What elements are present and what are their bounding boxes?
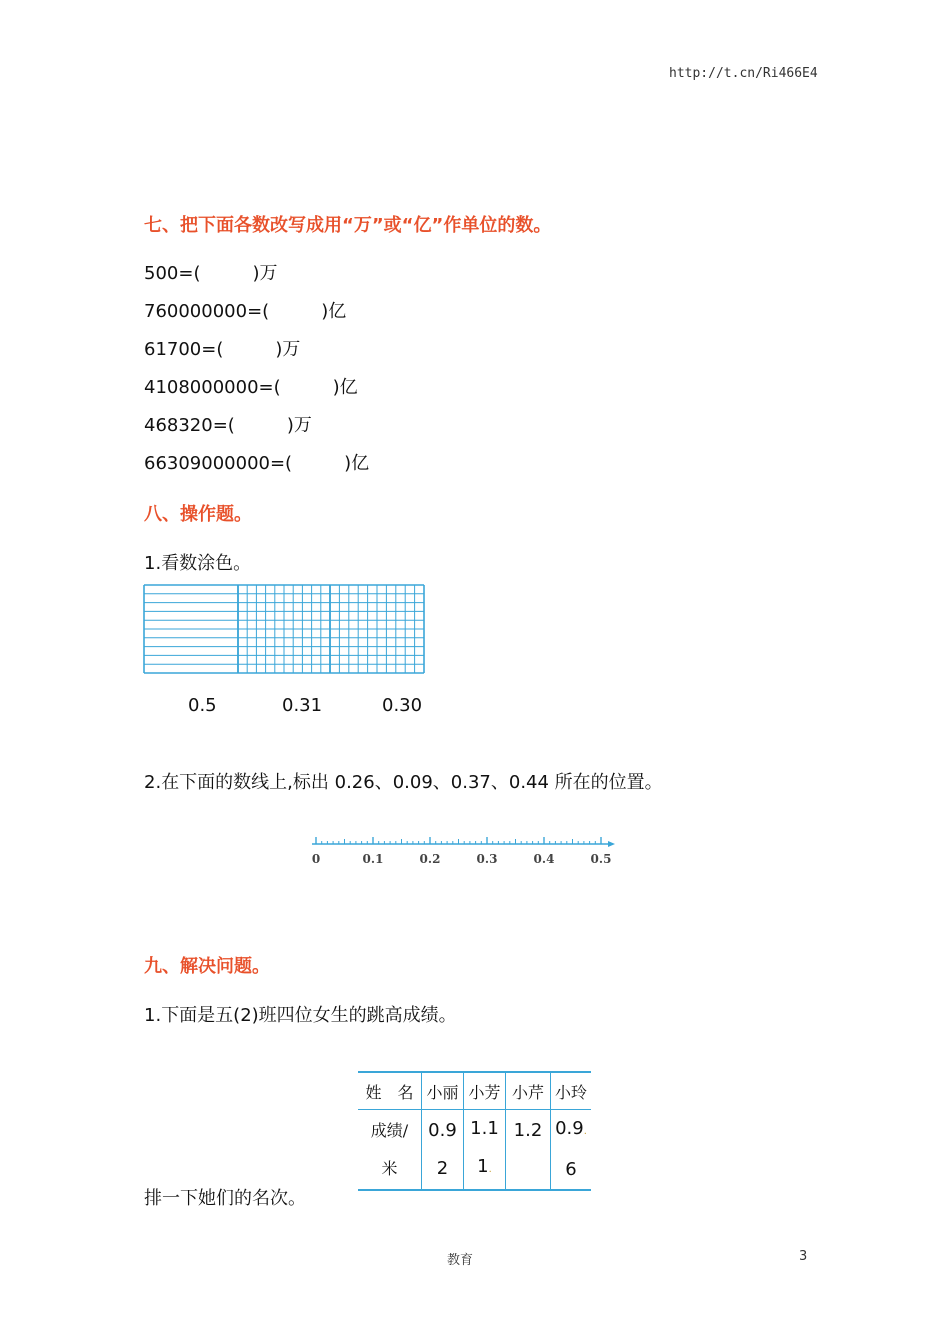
table-row-label: 成绩/ 米 bbox=[358, 1110, 422, 1191]
table-header-row bbox=[358, 1072, 591, 1110]
grid-tenths bbox=[144, 585, 238, 673]
axis-tick-label: 0.4 bbox=[533, 852, 555, 866]
table-header-name: 姓 名 bbox=[358, 1072, 422, 1110]
conversion-item-4: 4108000000=( )亿 bbox=[144, 377, 358, 398]
table-header-student: 小丽 bbox=[422, 1072, 464, 1110]
footer-label: 教育 bbox=[447, 1253, 474, 1268]
high-jump-table bbox=[358, 1071, 591, 1191]
table-cell-score: 1.2 bbox=[506, 1110, 551, 1191]
conversion-item-6: 66309000000=( )亿 bbox=[144, 453, 370, 474]
conversion-item-2: 760000000=( )亿 bbox=[144, 301, 347, 322]
table-row bbox=[358, 1110, 591, 1191]
section-9-title: 九、解决问题。 bbox=[144, 956, 270, 977]
table-cell-score: 0.9. 6 bbox=[551, 1110, 592, 1191]
number-line-labels bbox=[312, 852, 612, 866]
grid-hundredths-1 bbox=[238, 585, 330, 673]
page-number: 3 bbox=[799, 1249, 808, 1264]
axis-tick-label: 0.2 bbox=[419, 852, 441, 866]
conversion-item-1: 500=( )万 bbox=[144, 263, 278, 284]
table-cell-score: 0.9 2 bbox=[422, 1110, 464, 1191]
grid-label-1: 0.5 bbox=[188, 695, 217, 716]
conversion-item-3: 61700=( )万 bbox=[144, 339, 301, 360]
grid-label-3: 0.30 bbox=[382, 695, 423, 716]
axis-arrow-icon bbox=[608, 841, 615, 847]
table-header-student: 小芹 bbox=[506, 1072, 551, 1110]
section-8-title: 八、操作题。 bbox=[144, 504, 252, 525]
table-header-student: 小玲 bbox=[551, 1072, 592, 1110]
q8-1-prompt: 1.看数涂色。 bbox=[144, 553, 252, 574]
grid-hundredths-2 bbox=[330, 585, 424, 673]
number-line[interactable] bbox=[306, 832, 618, 872]
axis-tick-label: 0 bbox=[311, 852, 321, 866]
q9-1-followup: 排一下她们的名次。 bbox=[144, 1188, 306, 1209]
axis-tick-label: 0.5 bbox=[590, 852, 612, 866]
number-line-axis bbox=[312, 837, 615, 847]
table-cell-score: 1.1 1. bbox=[464, 1110, 506, 1191]
q9-1-prompt: 1.下面是五(2)班四位女生的跳高成绩。 bbox=[144, 1005, 457, 1026]
coloring-grids[interactable] bbox=[142, 583, 426, 675]
q8-2-prompt: 2.在下面的数线上,标出 0.26、0.09、0.37、0.44 所在的位置。 bbox=[144, 772, 663, 793]
axis-tick-label: 0.3 bbox=[476, 852, 498, 866]
header-url: http://t.cn/Ri466E4 bbox=[669, 66, 818, 81]
section-7-title: 七、把下面各数改写成用“万”或“亿”作单位的数。 bbox=[144, 215, 552, 236]
axis-tick-label: 0.1 bbox=[362, 852, 384, 866]
grid-label-2: 0.31 bbox=[282, 695, 323, 716]
table-header-student: 小芳 bbox=[464, 1072, 506, 1110]
conversion-item-5: 468320=( )万 bbox=[144, 415, 312, 436]
